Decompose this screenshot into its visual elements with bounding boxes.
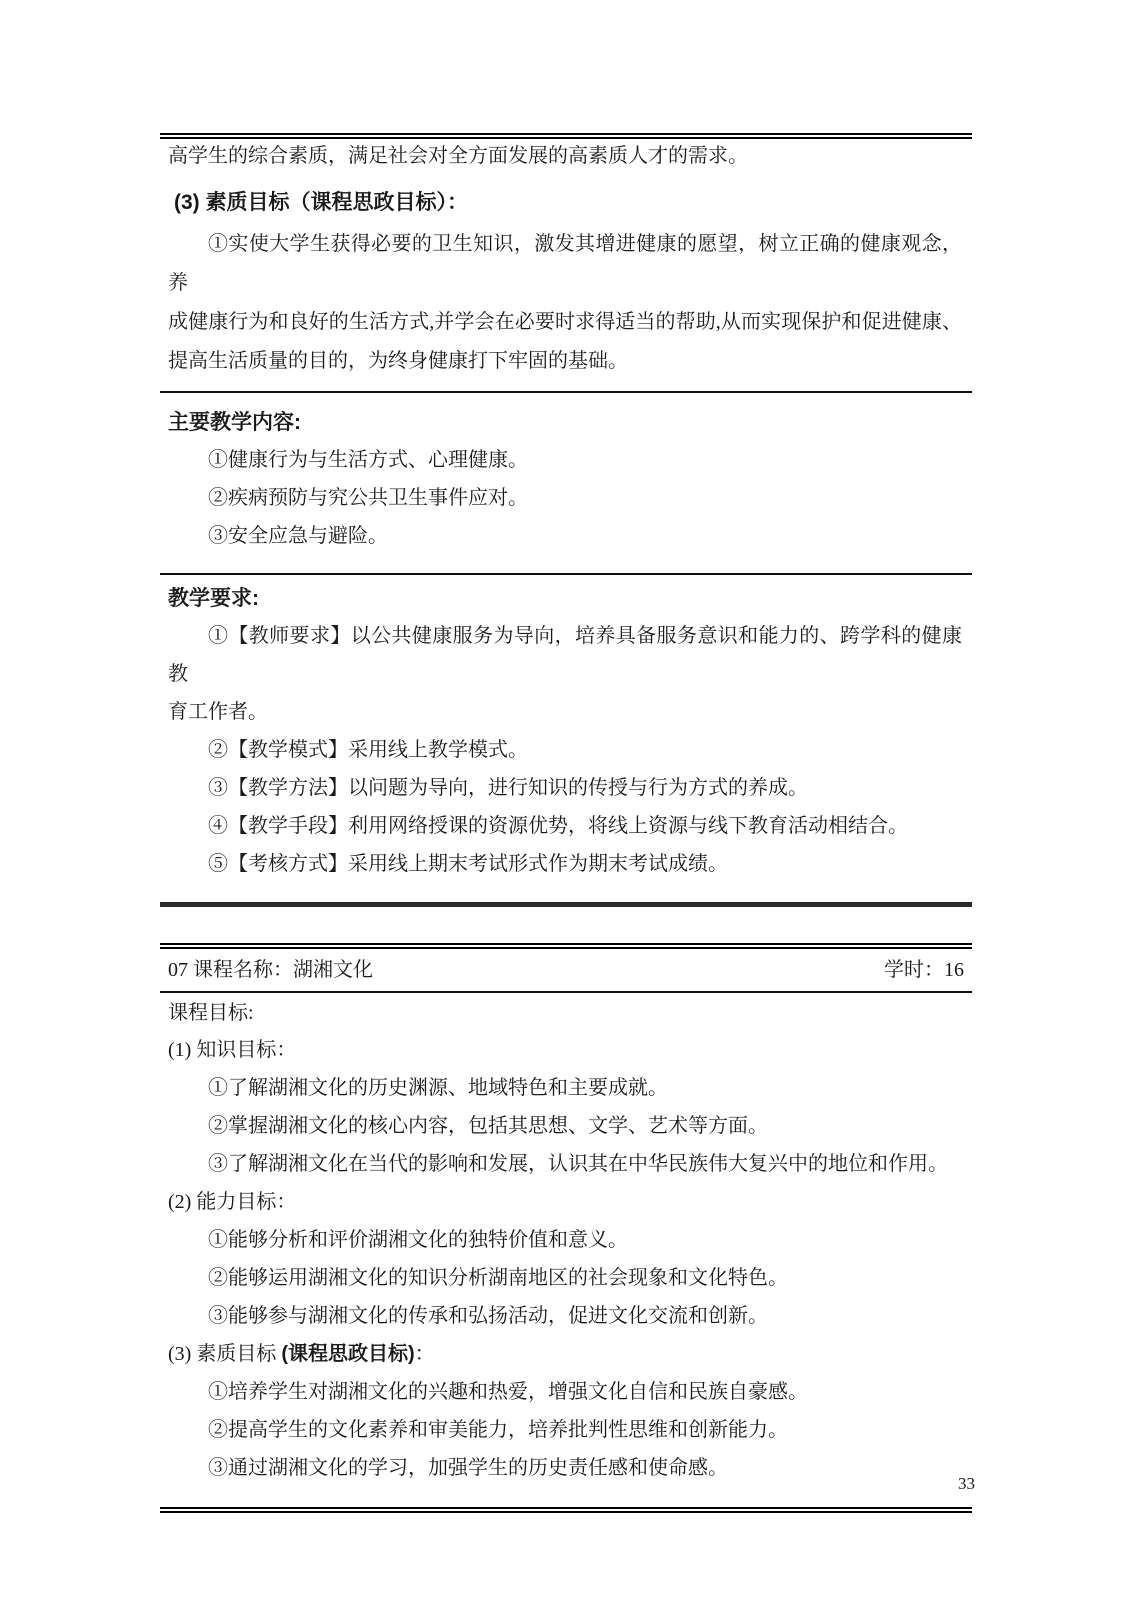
course-name: 07 课程名称：湖湘文化: [168, 959, 373, 981]
requirement-line: ⑤【考核方式】采用线上期末考试形式作为期末考试成绩。: [208, 853, 728, 875]
objective-section-heading: [168, 1183, 962, 1221]
objective-item: ①了解湖湘文化的历史渊源、地域特色和主要成就。: [208, 1077, 668, 1099]
objective-section-heading: [168, 1335, 962, 1373]
course-body: [160, 993, 972, 1487]
requirement-line: 育工作者。: [168, 701, 268, 723]
course-objective-sections: [168, 1031, 962, 1487]
page-content: [160, 133, 972, 1513]
objective-section-heading: [168, 1031, 962, 1069]
heading-text: (3) 素质目标: [168, 1343, 282, 1365]
content-item: ③安全应急与避险。: [208, 525, 388, 547]
heading-bold-text: (课程思政目标): [281, 1343, 415, 1365]
objective-item: ③通过湖湘文化的学习，加强学生的历史责任感和使命感。: [208, 1457, 728, 1479]
page-number: 33: [958, 1474, 975, 1493]
teaching-content-heading: 主要教学内容:: [168, 411, 301, 434]
heading-text: (1) 知识目标：: [168, 1039, 297, 1061]
course-hours: 学时：16: [884, 959, 964, 981]
course-header-row: [160, 949, 972, 993]
requirement-line: ①【教师要求】以公共健康服务为导向，培养具备服务意识和能力的、跨学科的健康教: [168, 625, 962, 685]
objective-item: ②提高学生的文化素养和审美能力，培养批判性思维和创新能力。: [208, 1419, 788, 1441]
section-quality-objectives: [160, 133, 972, 393]
teaching-content-list: [168, 441, 962, 555]
heading-text: (2) 能力目标：: [168, 1191, 297, 1213]
teaching-requirements-heading: 教学要求:: [168, 587, 259, 610]
objective-item: ①能够分析和评价湖湘文化的独特价值和意义。: [208, 1229, 628, 1251]
section-teaching-content: [160, 393, 972, 575]
objective-item: ②掌握湖湘文化的核心内容，包括其思想、文学、艺术等方面。: [208, 1115, 768, 1137]
objective-item: ③能够参与湖湘文化的传承和弘扬活动，促进文化交流和创新。: [208, 1305, 768, 1327]
content-item: ①健康行为与生活方式、心理健康。: [208, 449, 528, 471]
requirement-line: ③【教学方法】以问题为导向，进行知识的传授与行为方式的养成。: [208, 777, 808, 799]
paragraph-line: 提高生活质量的目的，为终身健康打下牢固的基础。: [168, 350, 628, 372]
teaching-requirements-list: [168, 617, 962, 883]
objective-item: ①培养学生对湖湘文化的兴趣和热爱，增强文化自信和民族自豪感。: [208, 1381, 808, 1403]
section-teaching-requirements: [160, 575, 972, 907]
continuation-text: 高学生的综合素质，满足社会对全方面发展的高素质人才的需求。: [168, 145, 748, 167]
quality-objectives-heading: (3) 素质目标（课程思政目标）：: [174, 191, 468, 214]
objective-item: ③了解湖湘文化在当代的影响和发展，认识其在中华民族伟大复兴中的地位和作用。: [208, 1153, 948, 1175]
requirement-line: ②【教学模式】采用线上教学模式。: [208, 739, 528, 761]
course-block-07: [160, 943, 972, 1513]
paragraph-line: 成健康行为和良好的生活方式,并学会在必要时求得适当的帮助,从而实现保护和促进健康、: [168, 311, 962, 333]
objective-item: ②能够运用湖湘文化的知识分析湖南地区的社会现象和文化特色。: [208, 1267, 788, 1289]
requirement-line: ④【教学手段】利用网络授课的资源优势，将线上资源与线下教育活动相结合。: [208, 815, 908, 837]
content-item: ②疾病预防与究公共卫生事件应对。: [208, 487, 528, 509]
paragraph-line: ①实使大学生获得必要的卫生知识，激发其增进健康的愿望，树立正确的健康观念，养: [168, 233, 962, 294]
course-objectives-heading: 课程目标:: [168, 1002, 254, 1024]
heading-suffix: ：: [414, 1343, 435, 1365]
quality-objectives-paragraph: [168, 225, 962, 381]
